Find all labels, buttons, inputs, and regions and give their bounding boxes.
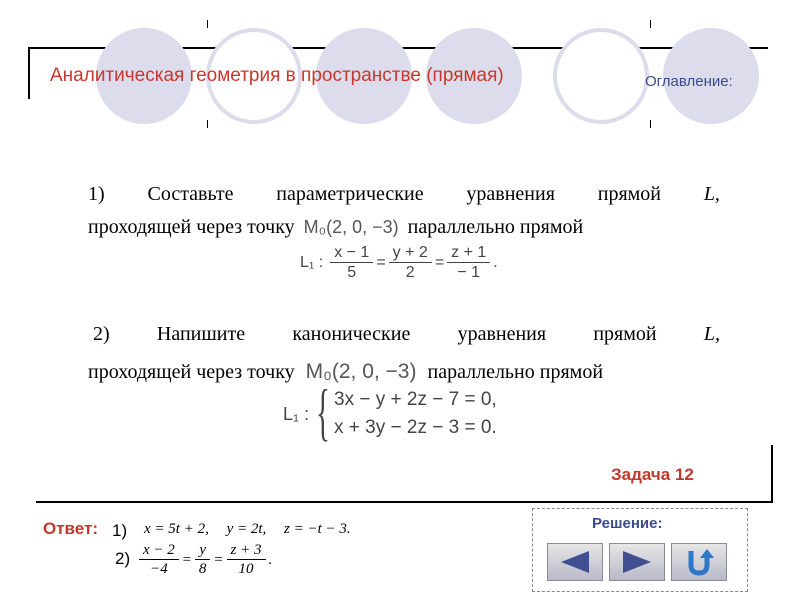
fraction: $\frac{y + 2}{2}$ <box>389 244 432 283</box>
task1-number: 1) <box>88 183 105 205</box>
task1-line2: проходящей через точку M₀(2, 0, −3) параллельно прямой <box>88 211 720 244</box>
task1-word: Составьте <box>147 183 234 205</box>
tick-line <box>650 120 651 128</box>
answer2-formula: $\frac{x - 2}{-4}$ = $\frac{y}{8}$ = $\frac{z + 3}{10}$ . <box>136 542 272 578</box>
system-equation: x + 3y − 2z − 3 = 0. <box>334 417 497 438</box>
decor-circle <box>553 28 649 124</box>
task2-point: M₀(2, 0, −3) <box>305 360 417 383</box>
arrow-left-icon <box>559 550 591 574</box>
task2-line-label: L₁ : <box>283 404 310 424</box>
task2-word: прямой <box>593 323 657 345</box>
toc-link[interactable]: Оглавление: <box>645 73 733 90</box>
task2-word: уравнения <box>457 323 547 345</box>
fraction: $\frac{x - 2}{-4}$ <box>139 542 179 578</box>
system-brace: { <box>316 376 330 447</box>
task2-word: L, <box>703 323 720 345</box>
task1-word: уравнения <box>466 183 555 205</box>
bottom-border-line <box>36 501 773 503</box>
answer-label: Ответ: <box>43 519 98 538</box>
task2-text <box>88 318 720 389</box>
task1-word: прямой <box>597 183 661 205</box>
prev-button[interactable] <box>547 543 603 581</box>
task-number-label: Задача 12 <box>611 465 694 484</box>
solution-label: Решение: <box>592 515 663 532</box>
arrow-right-icon <box>621 550 653 574</box>
tick-line <box>207 120 208 128</box>
task1-word: параметрические <box>276 183 424 205</box>
right-border-line <box>771 445 773 503</box>
left-border-line <box>28 47 30 99</box>
tick-line <box>650 20 651 28</box>
task2-line2: проходящей через точку M₀(2, 0, −3) параллельно прямой <box>88 355 720 389</box>
tick-line <box>207 20 208 28</box>
return-button[interactable] <box>671 543 727 581</box>
task1-point: M₀(2, 0, −3) <box>303 217 399 237</box>
task1-line-equation: L₁ : $\frac{x - 1}{5}$ = $\frac{y + 2}{2}$ = $\frac{z + 1}{- 1}$ . <box>300 244 498 282</box>
task2-line1 <box>88 318 720 351</box>
task2-number: 2) <box>93 323 110 345</box>
fraction: $\frac{x - 1}{5}$ <box>330 244 373 283</box>
answer-number: 2) <box>115 549 131 568</box>
return-icon <box>682 547 716 577</box>
answer1-formula: x = 5t + 2, y = 2t, z = −t − 3. <box>144 521 351 537</box>
next-button[interactable] <box>609 543 665 581</box>
fraction: $\frac{z + 3}{10}$ <box>227 542 266 578</box>
task1-line1 <box>88 178 720 211</box>
page-title: Аналитическая геометрия в пространстве (прямая) <box>50 65 504 86</box>
fraction: $\frac{y}{8}$ <box>195 542 211 578</box>
task2-system <box>334 386 497 442</box>
system-equation: 3x − y + 2z − 7 = 0, <box>334 389 497 410</box>
task2-word: канонические <box>292 323 411 345</box>
answer-number: 1) <box>112 521 128 540</box>
task2-word: Напишите <box>156 323 246 345</box>
task1-line-label: L₁ : <box>300 254 324 272</box>
task1-word: L, <box>703 183 720 205</box>
fraction: $\frac{z + 1}{- 1}$ <box>447 244 490 283</box>
solution-panel <box>532 508 748 592</box>
task1-text <box>88 178 720 244</box>
